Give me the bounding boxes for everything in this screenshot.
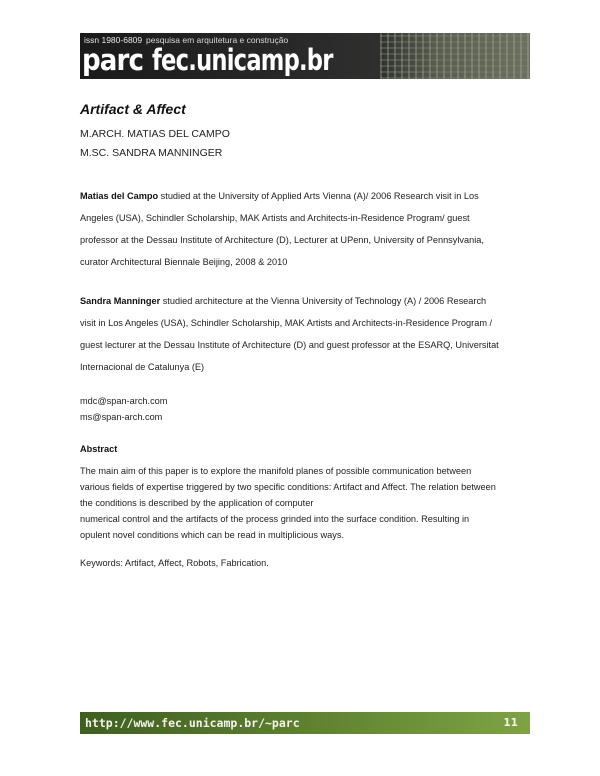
footer-url-link[interactable]: http://www.fec.unicamp.br/~parc [85, 716, 300, 730]
bio-text: studied architecture at the Vienna University of Technology (A) / 2006 Research [160, 296, 487, 306]
bio-line: visit in Los Angeles (USA), Schindler Scholarship, MAK Artists and Architects-in-Residence Program / [80, 318, 493, 328]
email-link[interactable]: mdc@span-arch.com [80, 396, 168, 406]
keywords: Keywords: Artifact, Affect, Robots, Fabrication. [80, 558, 269, 568]
abstract-line: The main aim of this paper is to explore the manifold planes of possible communication between [80, 466, 472, 476]
abstract-line: the conditions is described by the application of computer [80, 498, 314, 508]
journal-header-banner [80, 33, 530, 79]
bio-text: studied at the University of Applied Arts Vienna (A)/ 2006 Research visit in Los [158, 191, 479, 201]
email-link[interactable]: ms@span-arch.com [80, 412, 163, 422]
author-bio-matias [80, 185, 530, 273]
journal-brand: parc [82, 43, 144, 77]
header-tagline: pesquisa em arquitetura e construção [146, 35, 289, 45]
abstract-line: numerical control and the artifacts of the process grinded into the surface condition. Resulting in [80, 514, 470, 524]
page-footer [80, 712, 530, 734]
abstract-heading: Abstract [80, 444, 118, 454]
abstract-line: various fields of expertise triggered by two specific conditions: Artifact and Affect. The relation between [80, 482, 496, 492]
article-body [80, 100, 530, 571]
bio-line [80, 185, 530, 207]
bio-line [80, 290, 530, 312]
contact-emails [80, 393, 530, 425]
bio-line: guest lecturer at the Dessau Institute of Architecture (D) and guest professor at the ESARQ, Universitat [80, 340, 499, 350]
bio-line: Internacional de Catalunya (E) [80, 362, 205, 372]
author-name: M.ARCH. MATIAS DEL CAMPO [80, 128, 230, 140]
bio-line: curator Architectural Biennale Beijing, 2008 & 2010 [80, 257, 288, 267]
issn-label: issn 1980-6809 [84, 35, 143, 45]
abstract-line: opulent novel conditions which can be read in multiplicious ways. [80, 530, 345, 540]
page-number: 11 [503, 717, 518, 729]
bio-line: professor at the Dessau Institute of Architecture (D), Lecturer at UPenn, University of Pennsylvania, [80, 235, 484, 245]
author-name: M.SC. SANDRA MANNINGER [80, 147, 223, 159]
article-title: Artifact & Affect [80, 101, 186, 117]
journal-site: fec.unicamp.br [152, 43, 333, 77]
author-bio-sandra [80, 290, 530, 378]
abstract-text [80, 463, 530, 543]
bio-author-name: Matias del Campo [80, 191, 159, 201]
bio-line: Angeles (USA), Schindler Scholarship, MAK Artists and Architects-in-Residence Program/ guest [80, 213, 470, 223]
author-list [80, 125, 530, 163]
bio-author-name: Sandra Manninger [80, 296, 161, 306]
